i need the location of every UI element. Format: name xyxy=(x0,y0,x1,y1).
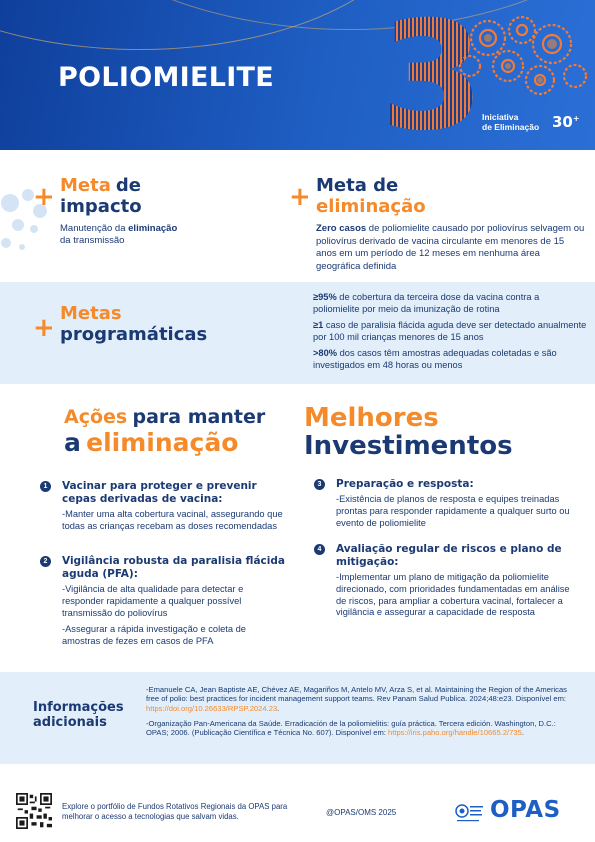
item-number-badge: 2 xyxy=(40,556,51,567)
action-item-title: Vigilância robusta da paralisia flácida aguda (PFA): xyxy=(62,555,285,580)
impact-word3: impacto xyxy=(60,196,142,217)
impact-text-pre: Manutenção da xyxy=(60,223,129,234)
reference-end: . xyxy=(521,728,524,738)
initiative-badge xyxy=(552,113,580,131)
footer-promo-text: Explore o portfólio de Fundos Rotativos Regionais da OPAS para melhorar o acesso a tecnologias que salvam vidas. xyxy=(62,802,288,821)
impact-goal xyxy=(60,175,177,247)
programmatic-item-bold: ≥1 xyxy=(313,320,324,331)
best-word1: Melhores xyxy=(304,403,439,433)
action-item-title: Vacinar para proteger e prevenir cepas derivadas de vacina: xyxy=(62,480,257,505)
impact-heading xyxy=(60,175,177,217)
item-number-badge: 4 xyxy=(314,544,325,555)
programmatic-word1: Metas xyxy=(60,303,122,324)
thirty-logo-graphic: 3 xyxy=(380,0,485,150)
actions-word3: a xyxy=(64,428,81,457)
elimination-heading xyxy=(316,175,426,217)
action-item-text xyxy=(62,584,285,648)
actions-word1: Ações xyxy=(64,406,128,428)
programmatic-item xyxy=(313,320,588,343)
actions-word4: eliminação xyxy=(86,428,239,457)
qr-code-icon[interactable] xyxy=(16,793,52,829)
initiative-line1: Iniciativa xyxy=(482,112,519,122)
badge-number: 30 xyxy=(552,113,573,131)
programmatic-item-bold: ≥95% xyxy=(313,292,337,302)
elimination-word2: eliminação xyxy=(316,196,426,217)
item-number-badge: 1 xyxy=(40,481,51,492)
programmatic-item-text: dos casos têm amostras adequadas coletadas e são investigados em 48 horas ou menos xyxy=(313,348,557,370)
reference-end: . xyxy=(277,703,280,713)
impact-text-post: da transmissão xyxy=(60,235,125,246)
reference-text: -Emanuele CA, Jean Baptiste AE, Chévez AE, Magariños M, Antelo MV, Arza S, et al. Maintaining the Region of the Americas free of polio: best practices for incident management support teams. Rev Panam Salud Publica. 2024;48:e23. Disponível em: xyxy=(146,685,567,704)
action-item-line: -Manter uma alta cobertura vacinal, assegurando que todas as crianças recebam as doses recomendadas xyxy=(62,509,283,531)
plus-icon: + xyxy=(33,313,55,343)
action-item xyxy=(314,543,579,624)
programmatic-list xyxy=(313,292,588,377)
action-item-title: Preparação e resposta: xyxy=(336,478,474,490)
programmatic-heading xyxy=(60,303,207,345)
elimination-goal xyxy=(316,175,585,272)
actions-word2: para manter xyxy=(132,406,266,428)
best-investments-heading xyxy=(304,404,513,460)
elimination-word1: Meta de xyxy=(316,175,399,196)
action-item-line: -Existência de planos de resposta e equipes treinadas prontas para responder rapidamente a qualquer surto ou evento de poliomielite xyxy=(336,494,570,528)
opas-logo: OPAS xyxy=(490,797,561,823)
action-item-line: -Implementar um plano de mitigação da poliomielite direcionado, com prioridades fundamentadas em análise de riscos, para ampliar a cobertura vacinal, fortalecer a vigilância e assegurar a capacidade de resposta xyxy=(336,572,570,618)
initiative-label xyxy=(482,112,539,132)
action-item-text xyxy=(336,494,579,529)
programmatic-item-text: de cobertura da terceira dose da vacina contra a poliomielite por meio da imunização de rotina xyxy=(313,292,540,314)
programmatic-item xyxy=(313,292,588,315)
action-item-text xyxy=(336,572,579,619)
reference-link[interactable]: https://iris.paho.org/handle/10665.2/735 xyxy=(388,728,522,738)
action-item-title: Avaliação regular de riscos e plano de mitigação: xyxy=(336,543,562,568)
references-heading-line2: adicionais xyxy=(33,715,107,730)
action-item xyxy=(314,478,579,534)
plus-icon: + xyxy=(33,182,55,212)
action-item xyxy=(40,555,285,653)
impact-text-bold: eliminação xyxy=(128,223,178,234)
actions-heading xyxy=(64,406,265,457)
initiative-line2: de Eliminação xyxy=(482,122,540,132)
elimination-description xyxy=(316,223,586,273)
impact-word2: de xyxy=(115,175,141,196)
elimination-bold: Zero casos xyxy=(316,223,367,234)
hero-banner xyxy=(0,0,595,150)
badge-plus: + xyxy=(572,114,580,123)
reference-text: -Organização Pan-Americana da Saúde. Erradicación de la poliomielitis: guía práctica. Tercera edición. Washington, D.C.: OPAS; 2006. (Publicação Científica e Técnica No. 607). Disponível em: xyxy=(146,718,556,738)
paho-seal-icon xyxy=(455,802,485,826)
action-item-text xyxy=(62,509,285,533)
programmatic-item-text: caso de paralisia flácida aguda deve ser detectado anualmente por 100 mil crianças menores de 15 anos xyxy=(313,320,587,342)
reference-item xyxy=(146,719,576,738)
reference-item xyxy=(146,685,576,713)
item-number-badge: 3 xyxy=(314,479,325,490)
reference-link[interactable]: https://doi.org/10.26633/RPSP.2024.23 xyxy=(146,703,278,713)
page-title: POLIOMIELITE xyxy=(58,62,275,93)
programmatic-word2: programáticas xyxy=(60,324,208,345)
programmatic-item-bold: >80% xyxy=(313,348,338,359)
best-word2: Investimentos xyxy=(304,431,513,461)
references-heading xyxy=(33,700,124,730)
references-heading-line1: Informações xyxy=(33,700,124,715)
action-item-line: -Vigilância de alta qualidade para detectar e responder rapidamente a qualquer possível transmissão do poliovírus xyxy=(62,584,244,618)
gears-illustration xyxy=(440,8,590,108)
plus-icon: + xyxy=(289,182,311,212)
action-item-line: -Assegurar a rápida investigação e coleta de amostras de fezes em casos de PFA xyxy=(62,624,246,647)
programmatic-item xyxy=(313,348,588,371)
footer-handle: @OPAS/OMS 2025 xyxy=(326,808,397,817)
impact-word1: Meta xyxy=(60,175,111,196)
impact-description xyxy=(60,223,177,247)
elimination-text: de poliomielite causado por poliovírus selvagem ou poliovírus derivado de vacina circulante em menores de 15 anos em um período de 12 meses em nenhuma área geográfica definida xyxy=(316,223,585,272)
references-list xyxy=(146,685,576,743)
action-item xyxy=(40,480,285,538)
